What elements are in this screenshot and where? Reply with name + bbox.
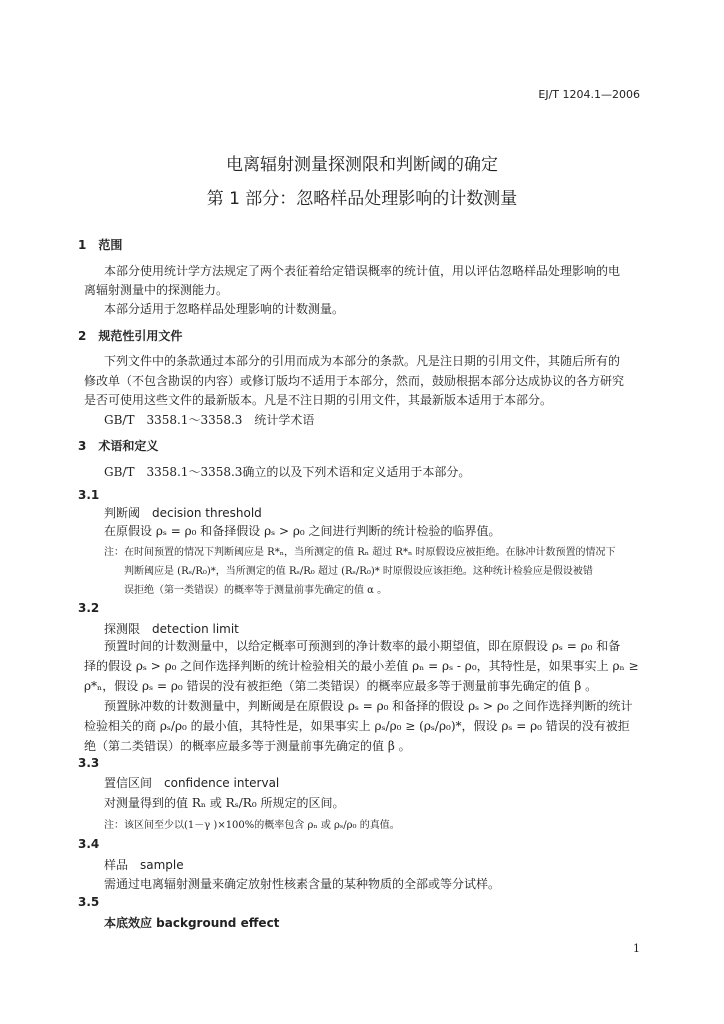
term-heading: 置信区间 confidence interval: [104, 776, 280, 790]
clause-number: 3.4: [78, 837, 100, 851]
definition: 检验相关的商 ρₛ/ρ₀ 的最小值，其特性是，如果事实上 ρₛ/ρ₀ ≥ (ρₛ/ρ₀)*，假设 ρₛ = ρ₀ 错误的没有被拒: [84, 719, 630, 733]
normative-reference: GB/T 3358.1～3358.3 统计学术语: [104, 413, 315, 427]
section-3-heading: 3 术语和定义: [78, 439, 159, 453]
note: 注：在时间预置的情况下判断阈应是 R*ₙ，当所测定的值 Rₙ 超过 R*ₙ 时原假设应被拒绝。在脉冲计数预置的情况下: [104, 547, 616, 558]
definition: 在原假设 ρₛ = ρ₀ 和备择假设 ρₛ > ρ₀ 之间进行判断的统计检验的临界值。: [104, 524, 501, 538]
title-line-1: 电离辐射测量探测限和判断阈的确定: [226, 155, 498, 175]
note: 误拒绝（第一类错误）的概率等于测量前事先确定的值 α 。: [124, 585, 388, 596]
clause-number: 3.2: [78, 601, 100, 615]
note: 判断阈应是 (Rₛ/R₀)*，当所测定的值 Rₛ/R₀ 超过 (Rₛ/R₀)* 时原假设应该拒绝。这种统计检验应是假设被错: [124, 566, 593, 577]
document-code: EJ/T 1204.1—2006: [538, 88, 640, 101]
term-heading: 本底效应 background effect: [104, 916, 280, 930]
paragraph: 修改单（不包含勘误的内容）或修订版均不适用于本部分，然而，鼓励根据本部分达成协议的各方研究: [84, 374, 625, 388]
paragraph: 是否可使用这些文件的最新版本。凡是不注日期的引用文件，其最新版本适用于本部分。: [84, 393, 553, 407]
definition: ρ*ₙ，假设 ρₛ = ρ₀ 错误的没有被拒绝（第二类错误）的概率应最多等于测量前事先确定的值 β 。: [84, 679, 598, 693]
clause-number: 3.3: [78, 756, 100, 770]
section-2-heading: 2 规范性引用文件: [78, 329, 183, 343]
definition: 对测量得到的值 Rₙ 或 Rₛ/R₀ 所规定的区间。: [104, 796, 345, 810]
definition: 择的假设 ρₛ > ρ₀ 之间作选择判断的统计检验相关的最小差值 ρₙ = ρₛ - ρ₀，其特性是，如果事实上 ρₙ ≥: [84, 659, 639, 673]
paragraph: 下列文件中的条款通过本部分的引用而成为本部分的条款。凡是注日期的引用文件，其随后所有的: [104, 354, 621, 368]
paragraph: 本部分适用于忽略样品处理影响的计数测量。: [104, 302, 345, 316]
note: 注：该区间至少以(1－γ )×100%的概率包含 ρₙ 或 ρₛ/ρ₀ 的真值。: [104, 820, 400, 831]
paragraph: 本部分使用统计学方法规定了两个表征着给定错误概率的统计值，用以评估忽略样品处理影响的电: [104, 264, 621, 278]
clause-number: 3.5: [78, 895, 100, 909]
paragraph: 离辐射测量中的探测能力。: [84, 283, 229, 297]
section-1-heading: 1 范围: [78, 238, 123, 252]
definition: 绝（第二类错误）的概率应最多等于测量前事先确定的值 β 。: [84, 739, 411, 753]
term-heading: 探测限 detection limit: [104, 622, 239, 636]
definition: 预置脉冲数的计数测量中，判断阈是在原假设 ρₛ = ρ₀ 和备择的假设 ρₛ > ρ₀ 之间作选择判断的统计: [104, 699, 633, 713]
definition: 预置时间的计数测量中，以给定概率可预测到的净计数率的最小期望值，即在原假设 ρₛ = ρ₀ 和备: [104, 639, 621, 653]
clause-number: 3.1: [78, 488, 100, 502]
definition: 需通过电离辐射测量来确定放射性核素含量的某种物质的全部或等分试样。: [104, 877, 501, 891]
page-number: 1: [633, 942, 640, 955]
term-heading: 样品 sample: [104, 858, 184, 872]
title-line-2: 第 1 部分：忽略样品处理影响的计数测量: [206, 189, 518, 209]
paragraph: GB/T 3358.1～3358.3确立的以及下列术语和定义适用于本部分。: [104, 465, 471, 479]
term-heading: 判断阈 decision threshold: [104, 506, 262, 520]
